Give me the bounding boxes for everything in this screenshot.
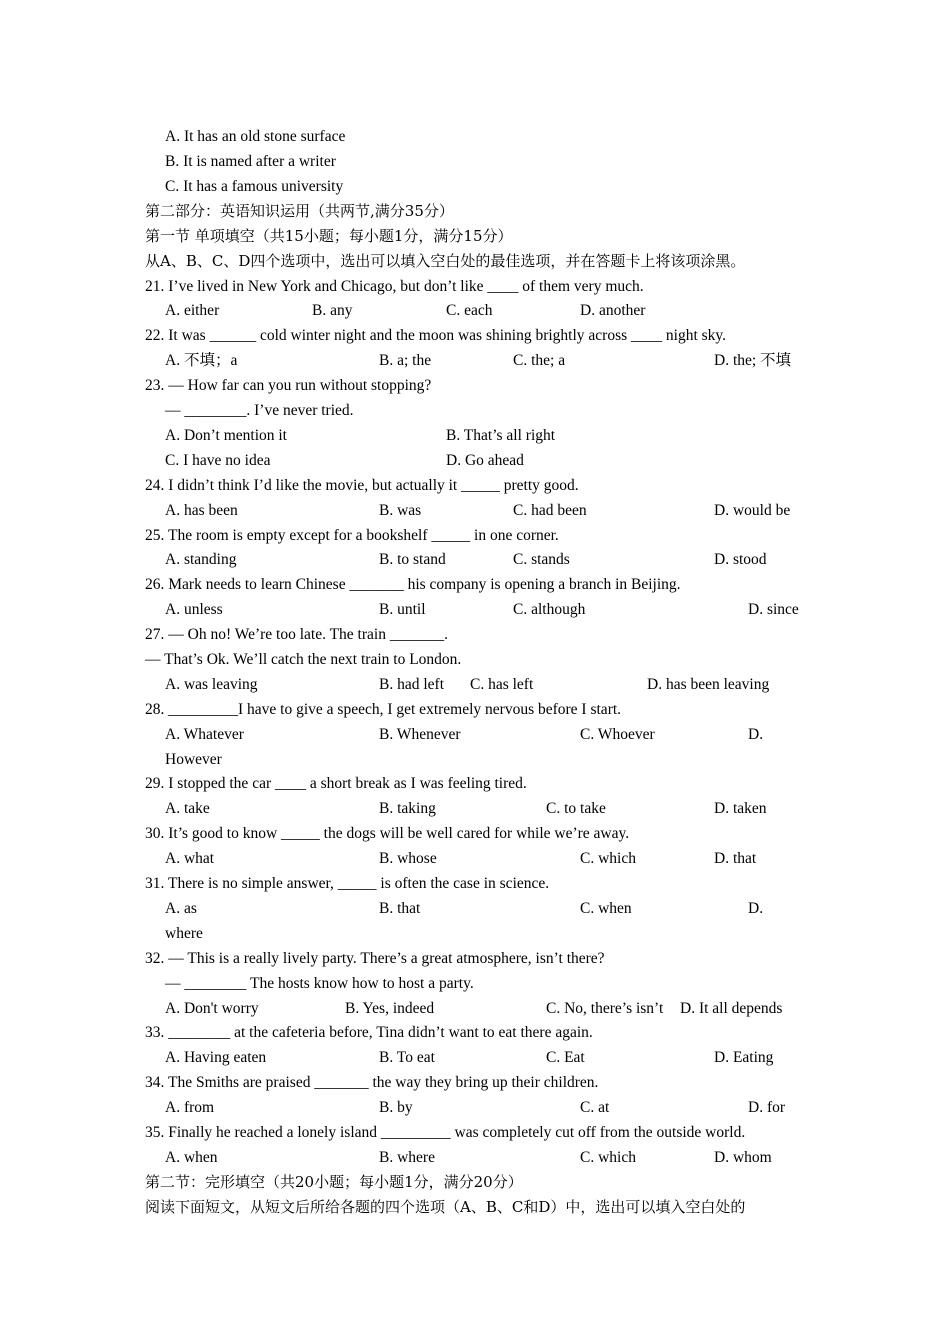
option-a: A. standing (165, 551, 237, 568)
option-b: B. was (379, 502, 422, 519)
option-d-continued: where (165, 925, 203, 942)
option-d: D. whom (714, 1149, 772, 1166)
option-a: A. was leaving (165, 676, 258, 693)
option-b: B. where (379, 1149, 435, 1166)
option-a: A. Whatever (165, 726, 244, 743)
question-stem: 29. I stopped the car ____ a short break as I was feeling tired. (145, 775, 527, 792)
option-d: D. It all depends (680, 1000, 783, 1017)
option-d: D. has been leaving (647, 676, 770, 693)
option-b: B. had left (379, 676, 444, 693)
question-stem: 23. — How far can you run without stopping? (145, 377, 432, 394)
option-c: C. although (513, 601, 586, 618)
option-d: D. taken (714, 800, 767, 817)
option-a: A. Don't worry (165, 1000, 259, 1017)
option-c: C. when (580, 900, 632, 917)
question-stem-reply: — ________ The hosts know how to host a party. (165, 975, 474, 992)
option-a: A. has been (165, 502, 238, 519)
question-stem: 31. There is no simple answer, _____ is often the case in science. (145, 875, 550, 892)
prev-option-b: B. It is named after a writer (165, 153, 336, 170)
option-d: D. that (714, 850, 757, 867)
option-c: C. which (580, 1149, 636, 1166)
option-c: C. had been (513, 502, 587, 519)
option-b: B. to stand (379, 551, 446, 568)
option-a: A. when (165, 1149, 218, 1166)
prev-option-a: A. It has an old stone surface (165, 128, 346, 145)
option-b: B. a; the (379, 352, 432, 369)
option-b: B. whose (379, 850, 437, 867)
question-stem: 25. The room is empty except for a bookshelf _____ in one corner. (145, 527, 559, 544)
option-a: A. unless (165, 601, 223, 618)
option-d: D. since (748, 601, 799, 618)
option-a: A. what (165, 850, 215, 867)
option-b: B. any (312, 302, 353, 319)
question-stem-reply: — ________. I’ve never tried. (165, 402, 354, 419)
option-b: B. Yes, indeed (345, 1000, 435, 1017)
question-stem: 35. Finally he reached a lonely island _________ was completely cut off from the outside world. (145, 1124, 746, 1141)
option-d: D. the; 不填 (714, 352, 792, 369)
option-d: D. for (748, 1099, 786, 1116)
question-stem: 21. I’ve lived in New York and Chicago, but don’t like ____ of them very much. (145, 278, 644, 295)
option-c: C. stands (513, 551, 570, 568)
option-d: D. another (580, 302, 646, 319)
section2-instruction: 阅读下面短文，从短文后所给各题的四个选项（A、B、C和D）中，选出可以填入空白处的 (145, 1198, 746, 1216)
section1-instruction: 从A、B、C、D四个选项中，选出可以填入空白处的最佳选项，并在答题卡上将该项涂黑。 (145, 252, 746, 270)
option-b: B. by (379, 1099, 413, 1116)
option-c: C. Eat (546, 1049, 585, 1066)
question-stem: 27. — Oh no! We’re too late. The train _______. (145, 626, 448, 643)
option-a: A. Having eaten (165, 1049, 267, 1066)
option-a: A. as (165, 900, 197, 917)
option-c: C. has left (470, 676, 534, 693)
prev-option-c: C. It has a famous university (165, 178, 344, 195)
section1-title: 第一节 单项填空（共15小题；每小题1分，满分15分） (145, 227, 513, 245)
section2-title: 第二节：完形填空（共20小题；每小题1分，满分20分） (145, 1173, 523, 1191)
question-stem: 26. Mark needs to learn Chinese _______ his company is opening a branch in Beijing. (145, 576, 681, 593)
question-stem: 32. — This is a really lively party. There’s a great atmosphere, isn’t there? (145, 950, 605, 967)
option-d: D. would be (714, 502, 791, 519)
question-stem: 34. The Smiths are praised _______ the way they bring up their children. (145, 1074, 599, 1091)
question-stem: 33. ________ at the cafeteria before, Tina didn’t want to eat there again. (145, 1024, 593, 1041)
option-d: D. Eating (714, 1049, 774, 1066)
option-c: C. Whoever (580, 726, 655, 743)
option-b: B. taking (379, 800, 436, 817)
option-b: B. that (379, 900, 421, 917)
part2-title: 第二部分：英语知识运用（共两节,满分35分） (145, 202, 454, 220)
option-d-continued: However (165, 751, 222, 768)
option-d: D. stood (714, 551, 767, 568)
option-a: A. 不填；a (165, 352, 238, 369)
question-stem: 30. It’s good to know _____ the dogs will be well cared for while we’re away. (145, 825, 630, 842)
question-stem: 24. I didn’t think I’d like the movie, but actually it _____ pretty good. (145, 477, 579, 494)
option-c: C. to take (546, 800, 606, 817)
question-stem: 28. _________I have to give a speech, I get extremely nervous before I start. (145, 701, 622, 718)
option-a: A. take (165, 800, 210, 817)
option-b: B. until (379, 601, 426, 618)
option-c: C. which (580, 850, 636, 867)
option-c: C. the; a (513, 352, 566, 369)
question-stem: 22. It was ______ cold winter night and the moon was shining brightly across ____ night sky. (145, 327, 727, 344)
option-b: B. That’s all right (446, 427, 556, 444)
option-a: A. Don’t mention it (165, 427, 287, 444)
option-c: C. at (580, 1099, 610, 1116)
option-d: D. (748, 726, 764, 743)
option-c: C. I have no idea (165, 452, 271, 469)
option-c: C. each (446, 302, 493, 319)
option-d: D. Go ahead (446, 452, 524, 469)
option-a: A. from (165, 1099, 215, 1116)
option-d: D. (748, 900, 764, 917)
question-stem-reply: — That’s Ok. We’ll catch the next train to London. (145, 651, 462, 668)
option-c: C. No, there’s isn’t (546, 1000, 664, 1017)
option-b: B. To eat (379, 1049, 435, 1066)
option-b: B. Whenever (379, 726, 461, 743)
option-a: A. either (165, 302, 220, 319)
